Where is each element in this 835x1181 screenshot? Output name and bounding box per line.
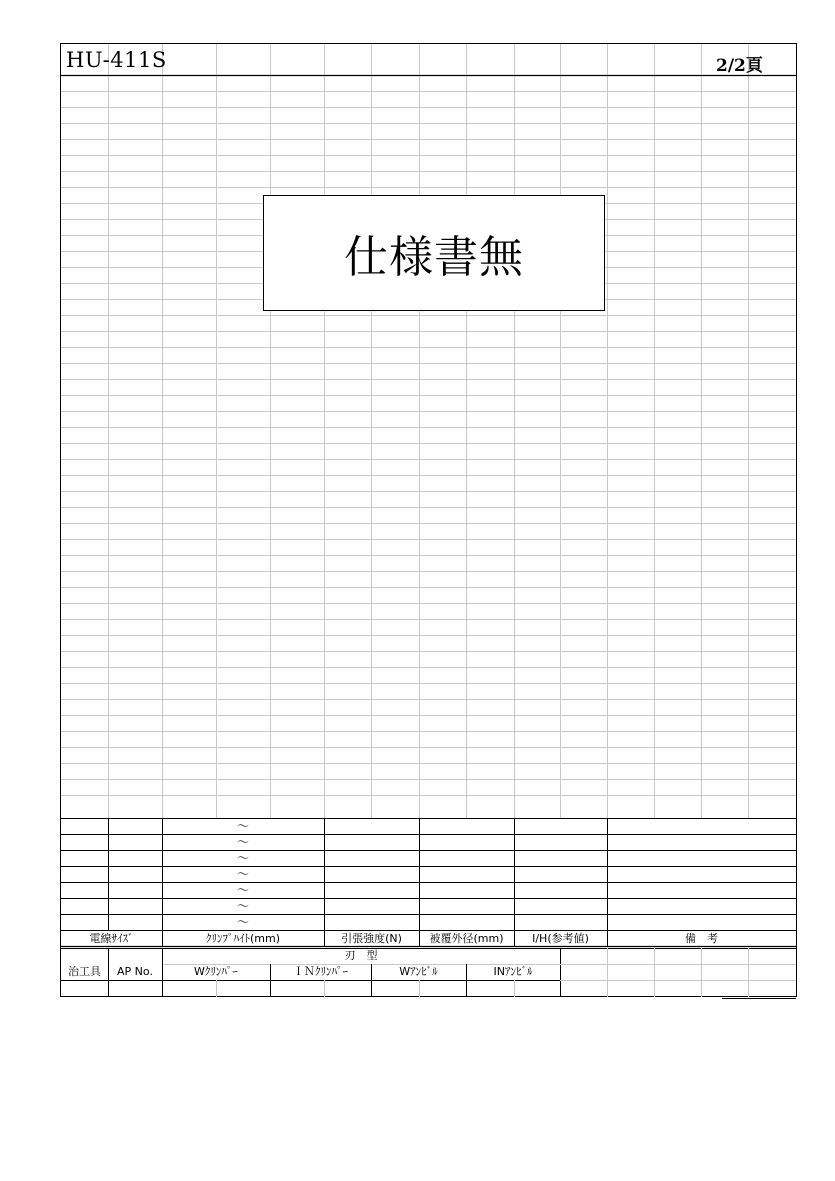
range-mark: ～	[236, 851, 249, 865]
range-mark: ～	[236, 899, 249, 913]
col-crimp-height: ｸﾘﾝﾌﾟﾊｲﾄ(mm)	[205, 932, 280, 945]
col-in-anvil: INｱﾝﾋﾞﾙ	[493, 965, 533, 978]
page-number: 2/2頁	[716, 56, 763, 76]
model-number: HU-411S	[66, 48, 167, 72]
no-specification-notice: 仕様書無	[344, 232, 524, 283]
col-remarks: 備 考	[685, 932, 718, 945]
range-mark: ～	[236, 819, 249, 833]
range-mark: ～	[236, 915, 249, 929]
range-mark: ～	[236, 835, 249, 849]
col-tooling: 治工具	[68, 965, 101, 978]
col-w-crimper: Wｸﾘﾝﾊﾟｰ	[194, 965, 238, 978]
col-tensile-strength: 引張強度(N)	[341, 932, 402, 945]
range-mark: ～	[236, 867, 249, 881]
col-ih-reference: I/H(参考値)	[532, 932, 589, 945]
sheet-frame	[60, 43, 797, 997]
col-insulation-diameter: 被覆外径(mm)	[429, 932, 504, 945]
col-ap-no: AP No.	[117, 965, 153, 978]
col-wire-size: 電線ｻｲｽﾞ	[89, 932, 134, 945]
range-mark: ～	[236, 883, 249, 897]
col-w-anvil: Wｱﾝﾋﾞﾙ	[399, 965, 438, 978]
blade-type-label: 刃 型	[344, 949, 378, 962]
no-specification-notice-box	[263, 195, 605, 311]
col-in-crimper: ＩＮｸﾘﾝﾊﾟｰ	[293, 965, 348, 978]
